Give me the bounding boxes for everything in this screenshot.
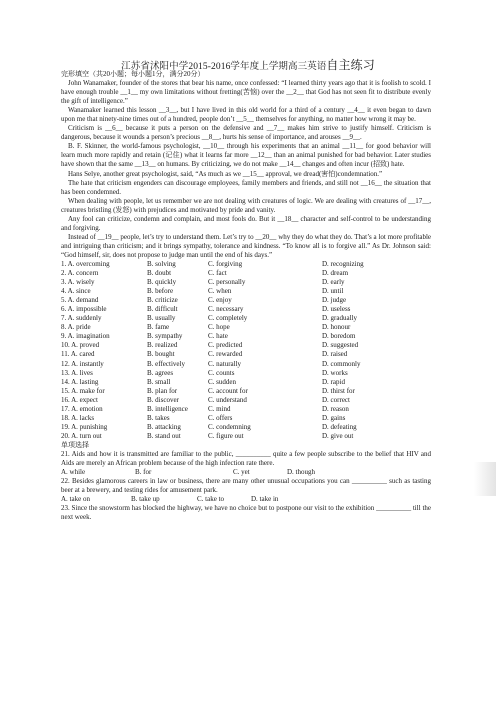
option-c: C. hate bbox=[208, 332, 228, 341]
question-23: 23. Since the snowstorm has blocked the highway, we have no choice but to postpone our visit to the exhibition __________ till the next week. bbox=[61, 504, 431, 522]
option-d: D. thirst for bbox=[322, 386, 355, 395]
option-row bbox=[61, 314, 431, 323]
option-a: 5. A. demand bbox=[61, 296, 99, 305]
exercise-body bbox=[61, 70, 431, 522]
option-c: C. rewarded bbox=[208, 350, 243, 359]
option-row bbox=[61, 323, 431, 332]
option-c: C. enjoy bbox=[208, 296, 232, 305]
option-b: B. attacking bbox=[147, 422, 181, 431]
passage-paragraph: B. F. Skinner, the world-famous psychologist, __10__ through his experiments that an animal __11__ for good behavior will learn much more rapidly and retain (记住) what it learns far more __12__ than an animal punished for bad behavior. Later studies have shown that the same __13__ on humans. By criticizing, we do not make __14__ changes and often incur (招致) hate. bbox=[61, 142, 431, 169]
option-b: B. solving bbox=[147, 259, 176, 268]
question-21: 21. Aids and how it is transmitted are familiar to the public, __________ quite a few people subscribe to the belief that HIV and Aids are merely an African problem because of the high infection rate there. bbox=[61, 449, 431, 468]
option-b: B. realized bbox=[147, 341, 178, 350]
option-a: 17. A. emotion bbox=[61, 404, 103, 413]
option-d: D. gradually bbox=[322, 314, 357, 323]
option-row bbox=[61, 378, 431, 387]
option-c: C. hope bbox=[208, 323, 230, 332]
options-table bbox=[61, 260, 431, 441]
passage-paragraph: Criticism is __6__ because it puts a person on the defensive and __7__ makes him strive to justify himself. Criticism is dangerous, because it wounds a person’s precious __8__, hurts his sense of importance, and arouses __9__. bbox=[61, 124, 431, 142]
option-a: 15. A. make for bbox=[61, 386, 105, 395]
option-row bbox=[61, 269, 431, 278]
option-a: 6. A. impossible bbox=[61, 305, 107, 314]
option-c: C. offers bbox=[208, 413, 233, 422]
option-c: C. predicted bbox=[208, 341, 243, 350]
option-b: B. plan for bbox=[147, 386, 178, 395]
option-d: D. recognizing bbox=[322, 259, 364, 268]
option-c: C. yet bbox=[233, 468, 250, 477]
passage-paragraph: When dealing with people, let us remember we are not dealing with creatures of logic. We are dealing with creatures of __17__, creatures bristling (发怒) with prejudices and motivated by pride and vanity. bbox=[61, 196, 431, 214]
option-row bbox=[61, 369, 431, 378]
option-b: B. usually bbox=[147, 314, 176, 323]
option-row bbox=[61, 260, 431, 269]
option-c: C. completely bbox=[208, 314, 248, 323]
option-row bbox=[61, 423, 431, 432]
option-c: C. necessary bbox=[208, 305, 244, 314]
option-c: C. forgiving bbox=[208, 259, 243, 268]
option-row bbox=[61, 360, 431, 369]
option-a: 11. A. cared bbox=[61, 350, 95, 359]
option-row bbox=[61, 387, 431, 396]
option-b: B. difficult bbox=[147, 305, 178, 314]
option-d: D. boredom bbox=[322, 332, 356, 341]
option-c: C. take to bbox=[197, 495, 225, 504]
option-d: D. though bbox=[287, 468, 315, 477]
option-row bbox=[61, 405, 431, 414]
option-d: D. correct bbox=[322, 395, 350, 404]
passage-paragraph: Instead of __19__ people, let’s try to understand them. Let’s try to __20__ why they do what they do. That’s a lot more profitable and intriguing than criticism; and it brings sympathy, tolerance and kindness. “To know all is to forgive all.” As Dr. Johnson said: “God himself, sir, does not propose to judge man until the end of his days.” bbox=[61, 232, 431, 259]
section-header-cloze: 完形填空（共20小题；每小题1分，满分20分） bbox=[61, 70, 205, 78]
option-a: 12. A. instantly bbox=[61, 359, 104, 368]
option-d: D. reason bbox=[322, 404, 349, 413]
option-d: D. commonly bbox=[322, 359, 361, 368]
option-b: B. agrees bbox=[147, 368, 174, 377]
passage-paragraph: The hate that criticism engenders can discourage employees, family members and friends, and still not __16__ the situation that has been condemned. bbox=[61, 178, 431, 196]
option-a: 8. A. pride bbox=[61, 323, 91, 332]
option-a: 19. A. punishing bbox=[61, 422, 108, 431]
title-emphasis: 自主练习 bbox=[326, 58, 375, 72]
option-a: 1. A. overcoming bbox=[61, 259, 110, 268]
option-a: 16. A. expect bbox=[61, 395, 98, 404]
question-22: 22. Besides glamorous careers in law or business, there are many other unusual occupations you can __________ such as tasting beer at a brewery, and testing rides for amusement park. bbox=[61, 477, 431, 495]
option-b: B. take up bbox=[131, 495, 160, 504]
option-c: C. naturally bbox=[208, 359, 242, 368]
option-b: B. discover bbox=[147, 395, 179, 404]
option-c: C. understand bbox=[208, 395, 247, 404]
option-d: D. until bbox=[322, 287, 344, 296]
option-a: 2. A. concern bbox=[61, 269, 99, 278]
option-row bbox=[61, 296, 431, 305]
option-b: B. doubt bbox=[147, 269, 172, 278]
option-b: B. fame bbox=[147, 323, 170, 332]
option-c: C. counts bbox=[208, 368, 235, 377]
option-row bbox=[61, 278, 431, 287]
option-a: A. while bbox=[61, 468, 86, 477]
title-prefix: 江苏省沭阳中学2015-2016学年度上学期高三英语 bbox=[121, 62, 327, 72]
scan-smudge bbox=[474, 462, 496, 496]
option-a: 13. A. lives bbox=[61, 368, 93, 377]
passage-paragraph: Hans Selye, another great psychologist, said, “As much as we __15__ approval, we dread(害怕)condemnation.” bbox=[68, 169, 383, 178]
option-b: B. quickly bbox=[147, 278, 177, 287]
option-d: D. defeating bbox=[322, 422, 357, 431]
option-b: B. before bbox=[147, 287, 174, 296]
option-d: D. give out bbox=[322, 431, 354, 440]
option-c: C. personally bbox=[208, 278, 246, 287]
option-a: 10. A. proved bbox=[61, 341, 100, 350]
option-d: D. suggested bbox=[322, 341, 359, 350]
option-b: B. stand out bbox=[147, 431, 181, 440]
option-a: A. take on bbox=[61, 495, 90, 504]
option-d: D. dream bbox=[322, 269, 349, 278]
option-c: C. figure out bbox=[208, 431, 244, 440]
option-a: 7. A. suddenly bbox=[61, 314, 102, 323]
option-b: B. small bbox=[147, 377, 171, 386]
option-a: 4. A. since bbox=[61, 287, 91, 296]
option-d: D. raised bbox=[322, 350, 348, 359]
option-d: D. honour bbox=[322, 323, 351, 332]
option-c: C. when bbox=[208, 287, 232, 296]
option-d: D. useless bbox=[322, 305, 351, 314]
option-b: B. criticize bbox=[147, 296, 178, 305]
option-a: 9. A. imagination bbox=[61, 332, 110, 341]
option-d: D. works bbox=[322, 368, 348, 377]
option-row bbox=[61, 305, 431, 314]
option-row bbox=[61, 350, 431, 359]
option-c: C. sudden bbox=[208, 377, 236, 386]
option-b: B. takes bbox=[147, 413, 170, 422]
option-a: 14. A. lasting bbox=[61, 377, 99, 386]
option-d: D. judge bbox=[322, 296, 347, 305]
option-b: B. bought bbox=[147, 350, 175, 359]
option-row bbox=[61, 432, 431, 441]
passage-paragraph: Wanamaker learned this lesson __3__, but I have lived in this old world for a third of a century __4__ it even began to dawn upon me that ninety-nine times out of a hundred, people don’t __5__ themselves for anything, no matter how wrong it may be. bbox=[61, 106, 431, 124]
option-d: D. gains bbox=[322, 413, 346, 422]
section-header-choice: 单项选择 bbox=[61, 440, 89, 449]
option-c: C. condemning bbox=[208, 422, 251, 431]
option-a: 3. A. wisely bbox=[61, 278, 95, 287]
passage-paragraph: Any fool can criticize, condemn and complain, and most fools do. But it __18__ character and self-control to be understanding and forgiving. bbox=[61, 214, 431, 232]
option-row bbox=[61, 396, 431, 405]
option-b: B. intelligence bbox=[147, 404, 188, 413]
option-row bbox=[61, 287, 431, 296]
option-b: B. sympathy bbox=[147, 332, 183, 341]
option-c: C. mind bbox=[208, 404, 231, 413]
option-b: B. effectively bbox=[147, 359, 185, 368]
question-21-options bbox=[61, 468, 431, 477]
passage-paragraph: John Wanamaker, founder of the stores that bear his name, once confessed: “I learned thirty years ago that it is foolish to scold. I have enough trouble __1__ my own limitations without fretting(苦恼) over the __2__ that God has not seen fit to distribute evenly the gift of intelligence.” bbox=[61, 79, 431, 106]
option-c: C. account for bbox=[208, 386, 248, 395]
option-row bbox=[61, 341, 431, 350]
question-22-options bbox=[61, 495, 431, 504]
option-b: B. for bbox=[135, 468, 152, 477]
option-c: C. fact bbox=[208, 269, 227, 278]
option-d: D. take in bbox=[251, 495, 279, 504]
option-d: D. rapid bbox=[322, 377, 345, 386]
option-a: 18. A. lacks bbox=[61, 413, 95, 422]
option-a: 20. A. turn out bbox=[61, 431, 102, 440]
option-row bbox=[61, 332, 431, 341]
option-d: D. early bbox=[322, 278, 345, 287]
option-row bbox=[61, 414, 431, 423]
